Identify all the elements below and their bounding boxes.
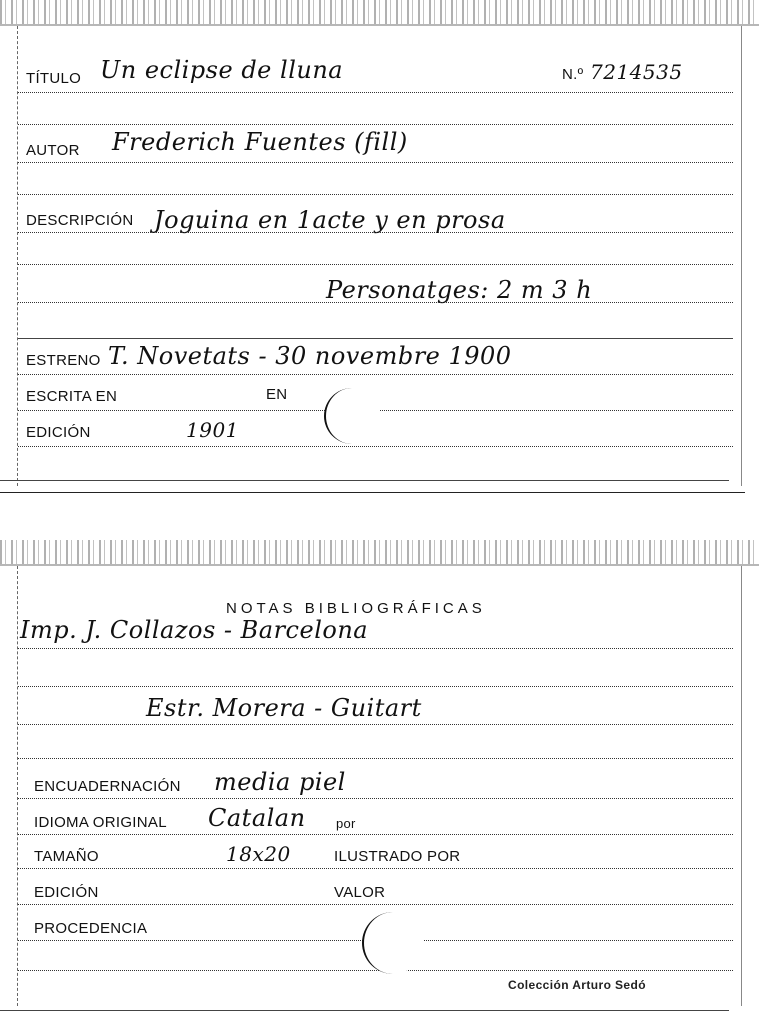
edicion-label: EDICIÓN [26, 424, 91, 441]
card-bottom-edge [0, 1010, 729, 1011]
rule-line [18, 302, 733, 303]
rule-line [18, 970, 733, 971]
punch-hole [362, 912, 424, 974]
card-top-edge [0, 0, 759, 26]
notas-heading: NOTAS BIBLIOGRÁFICAS [226, 600, 486, 617]
rule-line [18, 374, 733, 375]
encuadernacion-value: media piel [214, 768, 346, 796]
back-catalog-card [0, 540, 759, 1028]
estreno-label: ESTRENO [26, 352, 101, 369]
nota-line-1: Imp. J. Collazos - Barcelona [20, 616, 369, 644]
rule-line [18, 648, 733, 649]
numero-label: N.º [562, 66, 584, 83]
rule-line [18, 338, 733, 339]
escrita-label: ESCRITA EN [26, 388, 118, 405]
titulo-value: Un eclipse de lluna [100, 56, 344, 84]
rule-line [18, 194, 733, 195]
rule-line [18, 446, 733, 447]
edicion-label-back: EDICIÓN [34, 884, 99, 901]
card-left-edge [0, 26, 18, 486]
rule-line [18, 686, 733, 687]
idioma-label: IDIOMA ORIGINAL [34, 814, 167, 831]
rule-line [18, 758, 733, 759]
card-left-edge [0, 566, 18, 1006]
rule-line [18, 868, 733, 869]
rule-line [18, 92, 733, 93]
autor-value: Frederich Fuentes (fill) [112, 128, 408, 156]
rule-line [18, 124, 733, 125]
rule-line [18, 232, 733, 233]
card-bottom-edge [0, 480, 729, 481]
tamano-value: 18x20 [226, 842, 291, 866]
rule-line [18, 162, 733, 163]
rule-line [18, 904, 733, 905]
numero-value: 7214535 [590, 60, 683, 84]
punch-hole [324, 388, 380, 444]
rule-line [18, 724, 733, 725]
nota-line-2: Estr. Morera - Guitart [146, 694, 422, 722]
titulo-label: TÍTULO [26, 70, 82, 87]
card-separator [0, 492, 745, 493]
encuadernacion-label: ENCUADERNACIÓN [34, 778, 181, 795]
rule-line [18, 834, 733, 835]
descripcion-label: DESCRIPCIÓN [26, 212, 134, 229]
tamano-label: TAMAÑO [34, 848, 99, 865]
collection-credit: Colección Arturo Sedó [508, 978, 646, 992]
estreno-value: T. Novetats - 30 novembre 1900 [108, 342, 512, 370]
procedencia-label: PROCEDENCIA [34, 920, 148, 937]
rule-line [18, 264, 733, 265]
card-right-edge [741, 566, 753, 1006]
por-label: por [336, 816, 356, 831]
en-label: EN [266, 386, 288, 403]
idioma-value: Catalan [208, 804, 306, 832]
descripcion-value: Joguina en 1acte y en prosa [154, 206, 506, 234]
card-right-edge [741, 26, 753, 486]
edicion-value: 1901 [186, 418, 239, 442]
card-top-edge [0, 540, 759, 566]
rule-line [18, 798, 733, 799]
valor-label: VALOR [334, 884, 386, 901]
personajes-value: Personatges: 2 m 3 h [326, 276, 593, 304]
ilustrado-label: ILUSTRADO POR [334, 848, 461, 865]
autor-label: AUTOR [26, 142, 80, 159]
front-catalog-card [0, 0, 759, 492]
